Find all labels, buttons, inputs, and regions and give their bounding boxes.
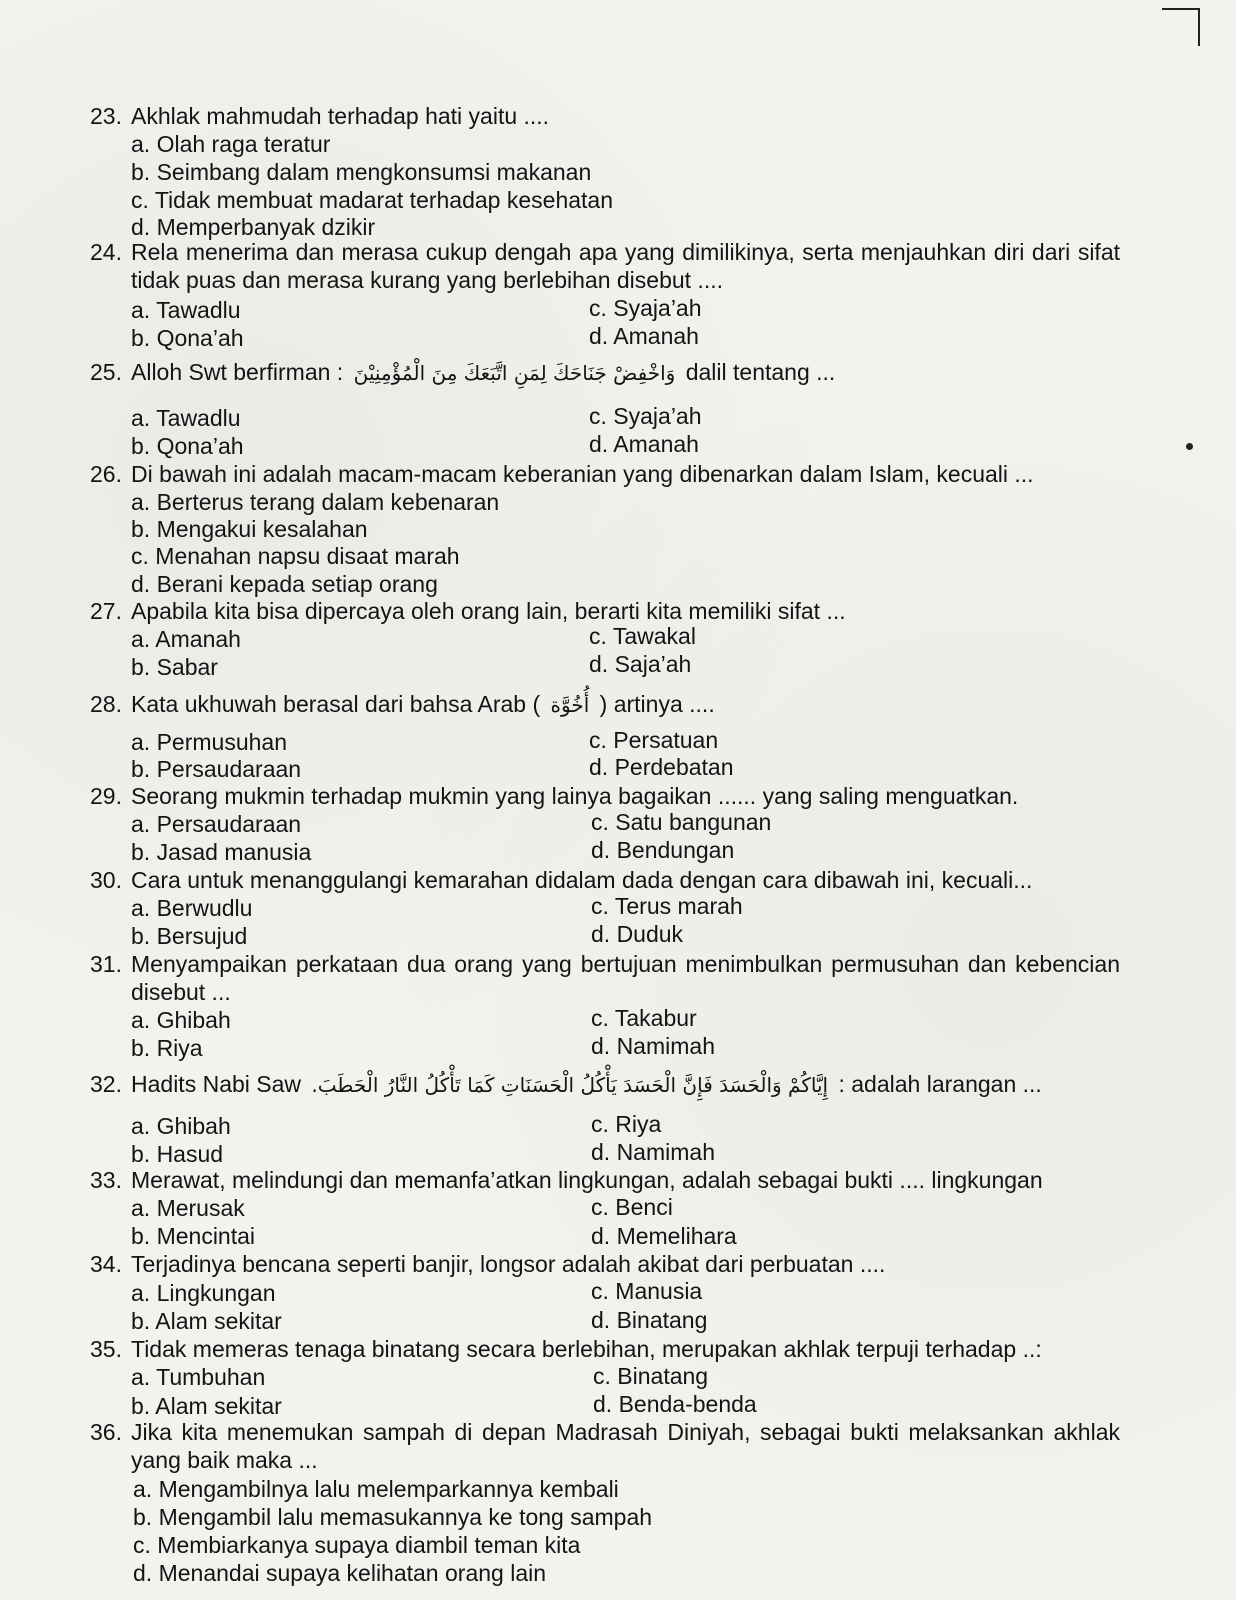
option-b: b. Alam sekitar bbox=[131, 1308, 282, 1334]
option-d: d. Namimah bbox=[591, 1139, 715, 1165]
question-number: 34. bbox=[90, 1251, 122, 1277]
option-a: a. Ghibah bbox=[131, 1007, 231, 1033]
option-b: b. Hasud bbox=[131, 1141, 224, 1167]
question-text: Jika kita menemukan sampah di depan Madrasah Diniyah, sebagai bukti melaksankan akhlak yang baik maka ... bbox=[131, 1419, 1120, 1473]
question-text-before: Hadits Nabi Saw bbox=[131, 1071, 302, 1097]
option-c: c. Satu bangunan bbox=[591, 809, 772, 835]
question-32 bbox=[90, 1070, 1120, 1099]
option-a: a. Permusuhan bbox=[131, 729, 287, 755]
option-d: d. Benda-benda bbox=[593, 1391, 757, 1417]
option-c: c. Syaja’ah bbox=[589, 295, 702, 321]
question-text: Seorang mukmin terhadap mukmin yang lainya bagaikan ...... yang saling menguatkan. bbox=[131, 783, 1019, 809]
option-a: a. Berwudlu bbox=[131, 895, 253, 921]
option-a: a. Tawadlu bbox=[131, 405, 241, 431]
question-number: 29. bbox=[90, 783, 122, 809]
question-number: 27. bbox=[90, 598, 122, 624]
question-33 bbox=[90, 1166, 1120, 1194]
question-text bbox=[131, 690, 1120, 719]
question-number: 33. bbox=[90, 1167, 122, 1193]
question-text: Merawat, melindungi dan memanfa’atkan lingkungan, adalah sebagai bukti .... lingkungan bbox=[131, 1167, 1043, 1193]
question-24 bbox=[90, 238, 1120, 294]
option-b: b. Seimbang dalam mengkonsumsi makanan bbox=[131, 159, 592, 185]
option-b: b. Sabar bbox=[131, 654, 218, 680]
option-c: c. Menahan napsu disaat marah bbox=[131, 543, 460, 569]
question-36 bbox=[90, 1418, 1120, 1474]
option-c: c. Persatuan bbox=[589, 727, 719, 753]
question-number: 26. bbox=[90, 461, 122, 487]
question-text bbox=[131, 358, 1120, 387]
option-b: b. Jasad manusia bbox=[131, 839, 312, 865]
option-c: c. Tawakal bbox=[589, 623, 696, 649]
option-b: b. Mengakui kesalahan bbox=[131, 516, 368, 542]
question-number: 28. bbox=[90, 691, 122, 717]
option-c: c. Takabur bbox=[591, 1005, 697, 1031]
option-d: d. Binatang bbox=[591, 1307, 708, 1333]
option-d: d. Amanah bbox=[589, 431, 699, 457]
question-number: 24. bbox=[90, 239, 122, 265]
question-number: 36. bbox=[90, 1419, 122, 1445]
option-d: d. Memperbanyak dzikir bbox=[131, 214, 376, 240]
question-26 bbox=[90, 460, 1120, 488]
option-a: a. Lingkungan bbox=[131, 1280, 276, 1306]
question-30 bbox=[90, 866, 1120, 894]
question-31 bbox=[90, 950, 1120, 1006]
option-a: a. Amanah bbox=[131, 626, 241, 652]
question-number: 35. bbox=[90, 1336, 122, 1362]
question-text-before: Alloh Swt berfirman : bbox=[131, 359, 344, 385]
question-number: 30. bbox=[90, 867, 122, 893]
speck-mark bbox=[1186, 443, 1193, 450]
question-29 bbox=[90, 782, 1120, 810]
question-number: 23. bbox=[90, 103, 122, 129]
option-a: a. Persaudaraan bbox=[131, 811, 302, 837]
option-d: d. Saja’ah bbox=[589, 651, 692, 677]
arabic-verse: وَاخْفِضْ جَنَاحَكَ لِمَنِ اتَّبَعَكَ مِنَ الْمُؤْمِنِيْنَ bbox=[353, 361, 676, 385]
option-d: d. Amanah bbox=[589, 323, 699, 349]
option-c: c. Manusia bbox=[591, 1278, 703, 1304]
question-number: 32. bbox=[90, 1071, 122, 1097]
question-text: Rela menerima dan merasa cukup dengah apa yang dimilikinya, serta menjauhkan diri dari sifat tidak puas dan merasa kurang yang berlebihan disebut .... bbox=[131, 239, 1120, 293]
question-text-after: : adalah larangan ... bbox=[838, 1071, 1042, 1097]
option-b: b. Mencintai bbox=[131, 1223, 256, 1249]
question-text: Di bawah ini adalah macam-macam keberanian yang dibenarkan dalam Islam, kecuali ... bbox=[131, 461, 1034, 487]
question-text: Cara untuk menanggulangi kemarahan didalam dada dengan cara dibawah ini, kecuali... bbox=[131, 867, 1033, 893]
option-a: a. Tumbuhan bbox=[131, 1364, 266, 1390]
arabic-hadith: إِيَّاكُمْ وَالْحَسَدَ فَإِنَّ الْحَسَدَ يَأْكُلُ الْحَسَنَاتِ كَمَا تَأْكُلُ النَّارُ الْحَطَبَ. bbox=[311, 1073, 829, 1097]
option-c: c. Tidak membuat madarat terhadap kesehatan bbox=[131, 187, 614, 213]
corner-mark bbox=[1162, 8, 1200, 46]
option-b: b. Alam sekitar bbox=[131, 1393, 282, 1419]
option-c: c. Syaja’ah bbox=[589, 403, 702, 429]
option-d: d. Namimah bbox=[591, 1033, 715, 1059]
option-a: a. Merusak bbox=[131, 1195, 245, 1221]
option-c: c. Riya bbox=[591, 1111, 662, 1137]
option-c: c. Terus marah bbox=[591, 893, 743, 919]
question-35 bbox=[90, 1335, 1120, 1363]
option-c: c. Benci bbox=[591, 1194, 673, 1220]
question-text: Terjadinya bencana seperti banjir, longsor adalah akibat dari perbuatan .... bbox=[131, 1251, 886, 1277]
question-text-before: Kata ukhuwah berasal dari bahsa Arab ( bbox=[131, 691, 541, 717]
question-text: Apabila kita bisa dipercaya oleh orang lain, berarti kita memiliki sifat ... bbox=[131, 598, 846, 624]
question-34 bbox=[90, 1250, 1120, 1278]
question-text: Menyampaikan perkataan dua orang yang bertujuan menimbulkan permusuhan dan kebencian disebut ... bbox=[131, 951, 1120, 1005]
option-b: b. Mengambil lalu memasukannya ke tong sampah bbox=[133, 1504, 653, 1530]
question-text: Tidak memeras tenaga binatang secara berlebihan, merupakan akhlak terpuji terhadap ..: bbox=[131, 1336, 1042, 1362]
option-d: d. Duduk bbox=[591, 921, 684, 947]
option-b: b. Qona’ah bbox=[131, 433, 244, 459]
option-a: a. Mengambilnya lalu melemparkannya kembali bbox=[133, 1476, 619, 1502]
option-a: a. Ghibah bbox=[131, 1113, 231, 1139]
question-27 bbox=[90, 597, 1120, 625]
question-text: Akhlak mahmudah terhadap hati yaitu .... bbox=[131, 103, 550, 129]
option-b: b. Persaudaraan bbox=[131, 756, 302, 782]
option-c: c. Binatang bbox=[593, 1363, 709, 1389]
option-c: c. Membiarkanya supaya diambil teman kita bbox=[133, 1532, 581, 1558]
option-a: a. Berterus terang dalam kebenaran bbox=[131, 489, 500, 515]
question-text bbox=[131, 1070, 1120, 1099]
arabic-word: أُخُوَّة bbox=[550, 693, 590, 717]
option-d: d. Bendungan bbox=[591, 837, 735, 863]
option-a: a. Olah raga teratur bbox=[131, 131, 331, 157]
question-25 bbox=[90, 358, 1120, 387]
option-d: d. Memelihara bbox=[591, 1223, 737, 1249]
option-b: b. Qona’ah bbox=[131, 325, 244, 351]
question-text-after: dalil tentang ... bbox=[685, 359, 836, 385]
question-text-after: ) artinya .... bbox=[599, 691, 715, 717]
question-number: 31. bbox=[90, 951, 122, 977]
option-d: d. Perdebatan bbox=[589, 754, 734, 780]
option-d: d. Menandai supaya kelihatan orang lain bbox=[133, 1560, 547, 1586]
question-number: 25. bbox=[90, 359, 122, 385]
question-28 bbox=[90, 690, 1120, 719]
option-b: b. Bersujud bbox=[131, 923, 248, 949]
option-d: d. Berani kepada setiap orang bbox=[131, 571, 438, 597]
option-a: a. Tawadlu bbox=[131, 297, 241, 323]
question-23 bbox=[90, 102, 1120, 130]
option-b: b. Riya bbox=[131, 1035, 203, 1061]
